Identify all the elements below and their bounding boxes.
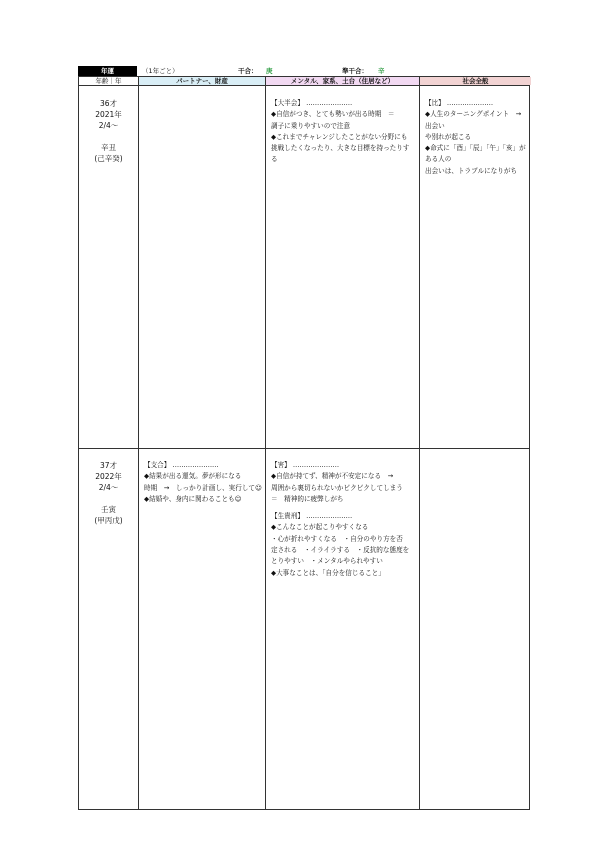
column-header-row bbox=[78, 76, 530, 86]
mental-header: メンタル、家系、土台（住居など） bbox=[265, 77, 419, 85]
header-row-top bbox=[78, 66, 530, 76]
age-year-header: 年齢｜年 bbox=[95, 77, 122, 85]
text-line: 周囲から裏切られないかビクビクしてしまう bbox=[271, 483, 403, 492]
partner-header: パートナー、財産 bbox=[138, 77, 265, 85]
mental-cell bbox=[271, 460, 417, 579]
text-line: ◆自信が持てず、精神が不安定になる → bbox=[271, 472, 394, 481]
text-line: 時期 → しっかり計画し、実行して☺ bbox=[144, 483, 262, 492]
social-cell bbox=[425, 98, 529, 177]
fortune-table bbox=[78, 86, 530, 810]
text-line: 定される ・イライラする ・反抗的な態度を bbox=[271, 546, 410, 555]
start-date: 2/4～ bbox=[98, 121, 119, 130]
row-divider bbox=[79, 448, 529, 449]
text-line: ◆結婚や、身内に関わることも☺ bbox=[144, 494, 242, 503]
partner-cell bbox=[144, 460, 264, 505]
text-line: 【生貴刑】 ………………… bbox=[271, 512, 353, 521]
text-line: 出会いは、トラブルになりがち bbox=[425, 166, 518, 175]
text-line: 【支合】 ………………… bbox=[144, 461, 219, 469]
text-line: 調子に乗りやすいので注意 bbox=[271, 121, 351, 130]
social-header: 社会全般 bbox=[419, 77, 531, 85]
text-line: ＝ 精神的に疲弊しがち bbox=[271, 494, 344, 503]
year: 2021年 bbox=[95, 110, 122, 119]
kango-value: 庚 bbox=[266, 67, 273, 75]
nenun-label: 年運 bbox=[78, 66, 137, 76]
kanshi: 辛丑 bbox=[101, 143, 116, 152]
zokan: (甲丙戊) bbox=[94, 516, 123, 525]
text-line: 【害】 ………………… bbox=[271, 461, 340, 469]
text-line: ◆命式に「酉」「辰」「午」「亥」がある人の bbox=[425, 144, 526, 164]
kango-label: 干合： bbox=[238, 67, 258, 75]
text-line: ◆人生のターニングポイント → 出会い bbox=[425, 110, 528, 130]
text-line: る bbox=[271, 155, 278, 164]
year: 2022年 bbox=[95, 472, 122, 481]
jun-kango-value: 辛 bbox=[378, 67, 385, 75]
mental-cell bbox=[271, 98, 417, 166]
text-line: ◆自信がつき、とても勢いが出る時期 ＝ bbox=[271, 110, 395, 119]
text-line: ◆これまでチャレンジしたことがない分野にも bbox=[271, 132, 408, 141]
row-age-block bbox=[79, 460, 138, 526]
row-age-block bbox=[79, 98, 138, 164]
text-line: ◆こんなことが起こりやすくなる bbox=[271, 523, 369, 532]
text-line: や別れが起こる bbox=[425, 132, 472, 141]
text-line: ◆大事なことは、「自分を信じること」 bbox=[271, 568, 385, 577]
kanshi: 壬寅 bbox=[101, 505, 116, 514]
text-line: とりやすい ・メンタルやられやすい bbox=[271, 557, 383, 566]
per-year-note: （1年ごと） bbox=[142, 67, 179, 75]
text-line: 【大半会】 ………………… bbox=[271, 99, 353, 107]
age: 36才 bbox=[99, 99, 118, 108]
zokan: (己辛癸) bbox=[94, 154, 123, 163]
text-line: 挑戦したくなったり、大きな目標を持ったりす bbox=[271, 144, 410, 153]
jun-kango-label: 準干合： bbox=[342, 67, 368, 75]
text-line: 【比】 ………………… bbox=[425, 99, 494, 107]
text-line: ・心が折れやすくなる ・自分のやり方を否 bbox=[271, 534, 403, 543]
start-date: 2/4～ bbox=[98, 483, 119, 492]
age: 37才 bbox=[99, 461, 118, 470]
text-line: ◆結果が出る運気。夢が形になる bbox=[144, 472, 242, 481]
